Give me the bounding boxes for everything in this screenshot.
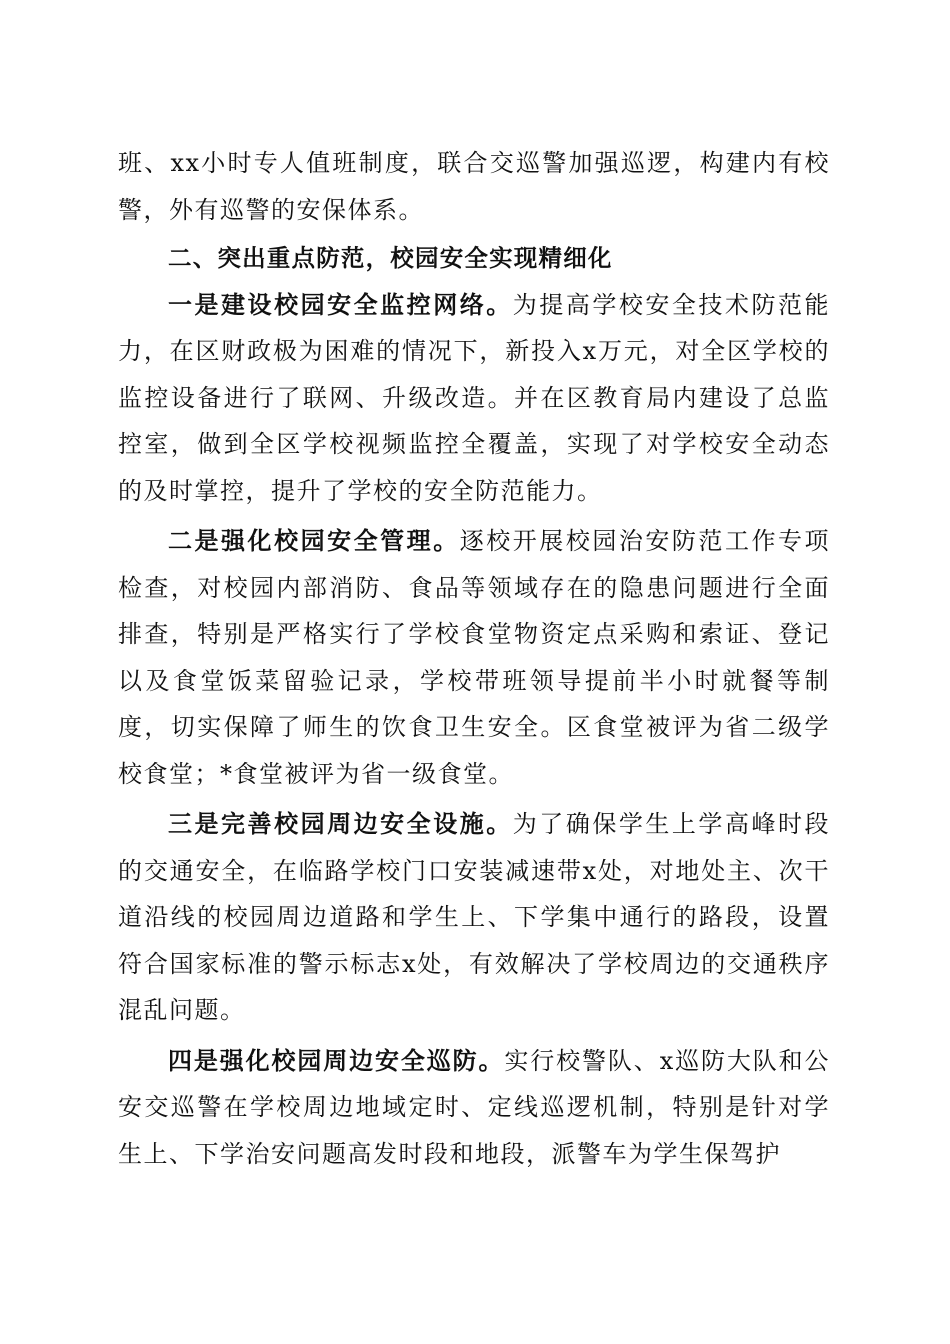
paragraph-text: 为了确保学生上学高峰时段的交通安全，在临路学校门口安装减速带x处，对地处主、次干道沿线的校园周边道路和学生上、下学集中通行的路段，设置符合国家标准的警示标志x处，有效解决了学校周边的交通秩序混乱问题。 xyxy=(118,810,831,1024)
paragraph-surrounding-patrol xyxy=(118,1038,830,1178)
section-heading: 二、突出重点防范，校园安全实现精细化 xyxy=(168,244,613,272)
paragraph-text: 逐校开展校园治安防范工作专项检查，对校园内部消防、食品等领域存在的隐患问题进行全面排查，特别是严格实行了学校食堂物资定点采购和索证、登记以及食堂饭菜留验记录，学校带班领导提前半小时就餐等制度，切实保障了师生的饮食卫生安全。区食堂被评为省二级学校食堂；*食堂被评为省一级食堂。 xyxy=(118,527,831,788)
document-body xyxy=(118,140,830,1177)
paragraph-lead: 二是强化校园安全管理。 xyxy=(168,526,460,555)
paragraph-safety-management xyxy=(118,518,830,797)
paragraph-lead: 四是强化校园周边安全巡防。 xyxy=(168,1045,505,1075)
continuation-paragraph: 班、xx小时专人值班制度，联合交巡警加强巡逻，构建内有校警，外有巡警的安保体系。 xyxy=(118,149,830,224)
paragraph-text: 为提高学校安全技术防范能力，在区财政极为困难的情况下，新投入x万元，对全区学校的监控设备进行了联网、升级改造。并在区教育局内建设了总监控室，做到全区学校视频监控全覆盖，实现了对学校安全动态的及时掌控，提升了学校的安全防范能力。 xyxy=(118,290,831,505)
paragraph-lead: 三是完善校园周边安全设施。 xyxy=(168,809,513,838)
paragraph-text: 实行校警队、x巡防大队和公安交巡警在学校周边地域定时、定线巡逻机制，特别是针对学生上、下学治安问题高发时段和地段，派警车为学生保驾护 xyxy=(118,1046,830,1168)
paragraph-lead: 一是建设校园安全监控网络。 xyxy=(168,289,513,319)
paragraph-surrounding-facilities xyxy=(118,801,830,1034)
paragraph-monitoring-network xyxy=(118,282,830,515)
